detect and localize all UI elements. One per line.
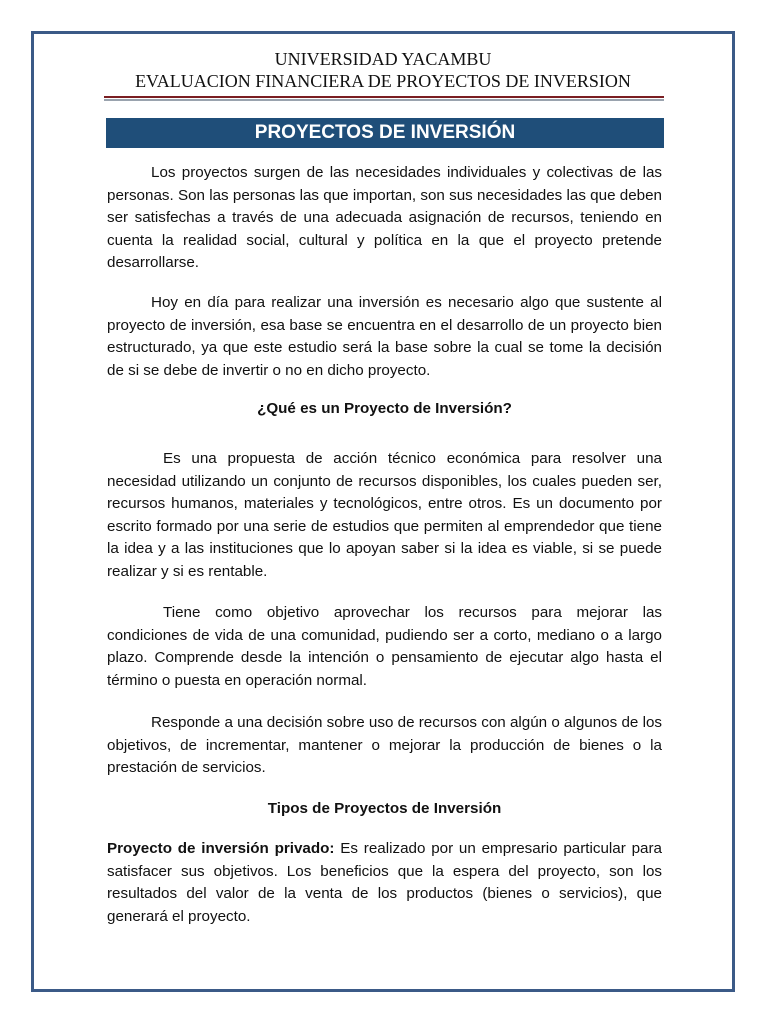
paragraph-private-project: [107, 838, 662, 928]
heading-what-is: ¿Qué es un Proyecto de Inversión?: [257, 400, 512, 417]
paragraph-base: Hoy en día para realizar una inversión es necesario algo que sustente al proyecto de inversión, esa base se encuentra en el desarrollo de un proyecto bien estructurado, ya que este estudio será la base sobre la cual se tome la decisión de si se debe de invertir o no en dicho proyecto.: [107, 294, 662, 379]
paragraph-decision: Responde a una decisión sobre uso de recursos con algún o algunos de los objetivos, de incrementar, mantener o mejorar la producción de bienes o la prestación de servicios.: [107, 714, 662, 777]
paragraph-definition: Es una propuesta de acción técnico económica para resolver una necesidad utilizando un conjunto de recursos disponibles, los cuales pueden ser, recursos humanos, materiales y tecnológicos, entre otros. Es un documento por escrito formado por una serie de estudios que permiten al emprendedor que tiene la idea y a las instituciones que lo apoyan saber si la idea es viable, si se puede realizar y si es rentable.: [107, 450, 662, 580]
term-private-project: Proyecto de inversión privado:: [107, 840, 335, 857]
section-title-banner: PROYECTOS DE INVERSIÓN: [106, 118, 664, 148]
header-university: UNIVERSIDAD YACAMBU: [274, 49, 492, 69]
header-course: EVALUACION FINANCIERA DE PROYECTOS DE INVERSION: [135, 71, 631, 91]
private-project-description: Es realizado por un empresario particular para satisfacer sus objetivos. Los beneficios que la espera del proyecto, son los resultados del valor de la venta de los productos (bienes o servicios), que generará el proyecto.: [107, 840, 662, 925]
document-header: [31, 48, 735, 92]
paragraph-objective: Tiene como objetivo aprovechar los recursos para mejorar las condiciones de vida de una comunidad, pudiendo ser a corto, mediano o a largo plazo. Comprende desde la intención o pensamiento de ejecutar algo hasta el término o puesta en operación normal.: [107, 604, 662, 689]
header-divider: [104, 96, 664, 101]
heading-types: Tipos de Proyectos de Inversión: [267, 800, 502, 817]
paragraph-intro: Los proyectos surgen de las necesidades individuales y colectivas de las personas. Son las personas las que importan, son sus necesidades las que deben ser satisfechas a través de una adecuada asignación de recursos, teniendo en cuenta la realidad social, cultural y política en la que el proyecto pretende desarrollarse.: [107, 164, 662, 272]
